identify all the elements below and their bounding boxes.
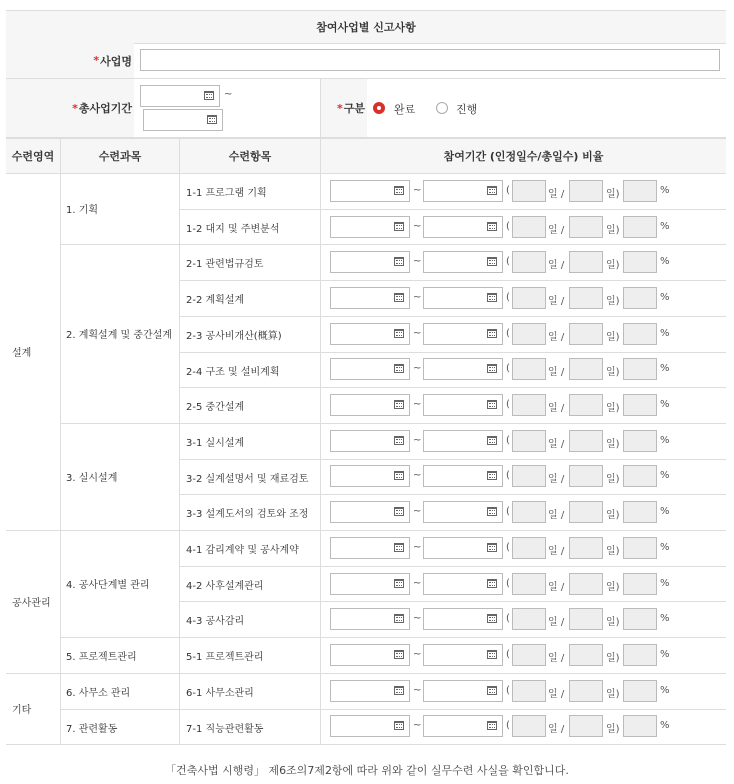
ratio-input[interactable] [623, 680, 657, 702]
period-end-input[interactable] [423, 180, 503, 202]
open-paren: ( [506, 720, 510, 731]
area-label: 설계 [12, 348, 32, 359]
row-divider [179, 280, 726, 281]
calendar-icon[interactable] [394, 579, 404, 588]
total-days-input[interactable] [569, 537, 603, 559]
ratio-input[interactable] [623, 251, 657, 273]
calendar-icon[interactable] [204, 91, 214, 100]
item-label: 2-4 구조 및 설비계획 [186, 366, 280, 378]
period-start-input[interactable] [330, 680, 410, 702]
open-paren: ( [506, 363, 510, 374]
calendar-icon[interactable] [487, 222, 497, 231]
percent-sign: % [660, 506, 670, 517]
ratio-input[interactable] [623, 180, 657, 202]
total-period-tilde: ~ [224, 89, 233, 100]
calendar-icon[interactable] [394, 186, 404, 195]
item-label: 1-1 프로그램 기획 [186, 187, 267, 199]
tilde: ~ [413, 542, 422, 553]
item-label: 3-3 설계도서의 검토와 조정 [186, 508, 309, 520]
recognized-days-input[interactable] [512, 465, 546, 487]
period-start-input[interactable] [330, 644, 410, 666]
calendar-icon[interactable] [207, 115, 217, 124]
calendar-icon[interactable] [394, 614, 404, 623]
total-days-input[interactable] [569, 644, 603, 666]
recognized-days-input[interactable] [512, 323, 546, 345]
recognized-days-input[interactable] [512, 430, 546, 452]
subject-label: 4. 공사단계별 관리 [66, 580, 150, 591]
percent-sign: % [660, 221, 670, 232]
day-close: 일) [606, 582, 620, 593]
period-end-input[interactable] [423, 573, 503, 595]
day-close: 일) [606, 296, 620, 307]
day-close: 일) [606, 260, 620, 271]
day-slash: 일 / [548, 225, 565, 236]
day-close: 일) [606, 510, 620, 521]
recognized-days-input[interactable] [512, 287, 546, 309]
row-divider [179, 673, 726, 674]
open-paren: ( [506, 578, 510, 589]
total-period-start-input[interactable] [140, 85, 220, 107]
calendar-icon[interactable] [394, 507, 404, 516]
period-start-input[interactable] [330, 608, 410, 630]
item-label: 2-3 공사비개산(概算) [186, 330, 282, 342]
ratio-input[interactable] [623, 715, 657, 737]
recognized-days-input[interactable] [512, 216, 546, 238]
ratio-input[interactable] [623, 216, 657, 238]
percent-sign: % [660, 435, 670, 446]
day-slash: 일 / [548, 689, 565, 700]
open-paren: ( [506, 542, 510, 553]
item-label: 4-3 공사감리 [186, 615, 245, 627]
header-period: 참여기간 (인정일수/총일수) 비율 [443, 150, 604, 163]
open-paren: ( [506, 613, 510, 624]
calendar-icon[interactable] [487, 579, 497, 588]
calendar-icon[interactable] [394, 436, 404, 445]
period-start-input[interactable] [330, 465, 410, 487]
calendar-icon[interactable] [394, 257, 404, 266]
ratio-input[interactable] [623, 287, 657, 309]
day-slash: 일 / [548, 617, 565, 628]
ratio-input[interactable] [623, 537, 657, 559]
calendar-icon[interactable] [394, 721, 404, 730]
divider [320, 139, 321, 173]
percent-sign: % [660, 185, 670, 196]
period-end-input[interactable] [423, 501, 503, 523]
day-close: 일) [606, 689, 620, 700]
total-days-input[interactable] [569, 216, 603, 238]
day-slash: 일 / [548, 367, 565, 378]
total-period-row [6, 79, 726, 138]
recognized-days-input[interactable] [512, 501, 546, 523]
item-label: 2-1 관련법규검토 [186, 258, 264, 270]
tilde: ~ [413, 720, 422, 731]
row-divider [179, 423, 726, 424]
recognized-days-input[interactable] [512, 180, 546, 202]
recognized-days-input[interactable] [512, 537, 546, 559]
total-days-input[interactable] [569, 287, 603, 309]
period-end-input[interactable] [423, 287, 503, 309]
period-end-input[interactable] [423, 680, 503, 702]
day-slash: 일 / [548, 724, 565, 735]
day-close: 일) [606, 474, 620, 485]
business-name-row [6, 43, 726, 79]
area-label: 공사관리 [12, 598, 51, 609]
period-start-input[interactable] [330, 323, 410, 345]
day-close: 일) [606, 653, 620, 664]
recognized-days-input[interactable] [512, 608, 546, 630]
recognized-days-input[interactable] [512, 394, 546, 416]
period-end-input[interactable] [423, 537, 503, 559]
day-slash: 일 / [548, 474, 565, 485]
item-label: 4-2 사후설계관리 [186, 580, 264, 592]
total-days-input[interactable] [569, 608, 603, 630]
column-divider [60, 173, 61, 744]
period-end-input[interactable] [423, 430, 503, 452]
tilde: ~ [413, 399, 422, 410]
total-days-input[interactable] [569, 323, 603, 345]
day-close: 일) [606, 225, 620, 236]
recognized-days-input[interactable] [512, 251, 546, 273]
category-label: * 구분 [321, 79, 367, 137]
radio-complete[interactable] [373, 102, 385, 114]
ratio-input[interactable] [623, 573, 657, 595]
total-days-input[interactable] [569, 180, 603, 202]
period-end-input[interactable] [423, 323, 503, 345]
period-start-input[interactable] [330, 501, 410, 523]
day-close: 일) [606, 546, 620, 557]
calendar-icon[interactable] [487, 257, 497, 266]
item-label: 4-1 감리계약 및 공사계약 [186, 544, 299, 556]
total-days-input[interactable] [569, 358, 603, 380]
total-days-input[interactable] [569, 501, 603, 523]
calendar-icon[interactable] [394, 543, 404, 552]
percent-sign: % [660, 363, 670, 374]
day-close: 일) [606, 332, 620, 343]
calendar-icon[interactable] [487, 471, 497, 480]
period-end-input[interactable] [423, 644, 503, 666]
day-slash: 일 / [548, 403, 565, 414]
header-subject: 수련과목 [98, 150, 142, 163]
tilde: ~ [413, 470, 422, 481]
percent-sign: % [660, 613, 670, 624]
day-slash: 일 / [548, 296, 565, 307]
calendar-icon[interactable] [487, 186, 497, 195]
day-close: 일) [606, 439, 620, 450]
open-paren: ( [506, 328, 510, 339]
period-start-input[interactable] [330, 537, 410, 559]
item-label: 5-1 프로젝트관리 [186, 651, 264, 663]
calendar-icon[interactable] [487, 650, 497, 659]
open-paren: ( [506, 435, 510, 446]
calendar-icon[interactable] [487, 543, 497, 552]
period-end-input[interactable] [423, 358, 503, 380]
day-close: 일) [606, 189, 620, 200]
day-slash: 일 / [548, 332, 565, 343]
calendar-icon[interactable] [487, 400, 497, 409]
ratio-input[interactable] [623, 644, 657, 666]
total-period-label: * 총사업기간 [6, 79, 134, 137]
tilde: ~ [413, 328, 422, 339]
item-label: 2-2 계획설계 [186, 294, 245, 306]
subject-label: 3. 실시설계 [66, 473, 118, 484]
percent-sign: % [660, 292, 670, 303]
calendar-icon[interactable] [487, 686, 497, 695]
subject-label: 2. 계획설계 및 중간설계 [66, 330, 173, 341]
item-label: 2-5 중간설계 [186, 401, 245, 413]
column-divider [179, 173, 180, 744]
calendar-icon[interactable] [487, 721, 497, 730]
percent-sign: % [660, 578, 670, 589]
day-close: 일) [606, 403, 620, 414]
ratio-input[interactable] [623, 430, 657, 452]
period-start-input[interactable] [330, 287, 410, 309]
calendar-icon[interactable] [487, 507, 497, 516]
period-start-input[interactable] [330, 180, 410, 202]
radio-progress-label[interactable]: 진행 [456, 103, 478, 116]
open-paren: ( [506, 399, 510, 410]
calendar-icon[interactable] [394, 293, 404, 302]
item-label: 7-1 직능관련활동 [186, 723, 264, 735]
subject-label: 5. 프로젝트관리 [66, 651, 137, 663]
day-slash: 일 / [548, 546, 565, 557]
percent-sign: % [660, 542, 670, 553]
ratio-input[interactable] [623, 358, 657, 380]
period-start-input[interactable] [330, 573, 410, 595]
percent-sign: % [660, 328, 670, 339]
calendar-icon[interactable] [394, 686, 404, 695]
tilde: ~ [413, 292, 422, 303]
business-name-input[interactable] [140, 49, 720, 71]
day-slash: 일 / [548, 582, 565, 593]
tilde: ~ [413, 685, 422, 696]
area-label: 기타 [12, 705, 32, 716]
calendar-icon[interactable] [487, 293, 497, 302]
tilde: ~ [413, 613, 422, 624]
recognized-days-input[interactable] [512, 573, 546, 595]
period-end-input[interactable] [423, 465, 503, 487]
subject-label: 6. 사무소 관리 [66, 687, 131, 699]
day-close: 일) [606, 724, 620, 735]
tilde: ~ [413, 256, 422, 267]
calendar-icon[interactable] [487, 364, 497, 373]
header-item: 수련항목 [228, 150, 272, 163]
calendar-icon[interactable] [394, 471, 404, 480]
period-end-input[interactable] [423, 251, 503, 273]
item-label: 3-2 실계설명서 및 재료검토 [186, 473, 309, 485]
total-days-input[interactable] [569, 251, 603, 273]
tilde: ~ [413, 435, 422, 446]
radio-progress[interactable] [436, 102, 448, 114]
calendar-icon[interactable] [394, 222, 404, 231]
day-slash: 일 / [548, 260, 565, 271]
divider [60, 139, 61, 173]
recognized-days-input[interactable] [512, 358, 546, 380]
subject-label: 1. 기획 [66, 205, 99, 216]
open-paren: ( [506, 506, 510, 517]
recognized-days-input[interactable] [512, 680, 546, 702]
open-paren: ( [506, 292, 510, 303]
total-period-end-input[interactable] [143, 109, 223, 131]
percent-sign: % [660, 256, 670, 267]
period-end-input[interactable] [423, 394, 503, 416]
ratio-input[interactable] [623, 501, 657, 523]
open-paren: ( [506, 470, 510, 481]
open-paren: ( [506, 185, 510, 196]
percent-sign: % [660, 685, 670, 696]
period-start-input[interactable] [330, 715, 410, 737]
day-slash: 일 / [548, 189, 565, 200]
period-start-input[interactable] [330, 216, 410, 238]
period-start-input[interactable] [330, 358, 410, 380]
day-slash: 일 / [548, 510, 565, 521]
form-title: 참여사업별 신고사항 [6, 10, 726, 44]
ratio-input[interactable] [623, 465, 657, 487]
tilde: ~ [413, 221, 422, 232]
calendar-icon[interactable] [394, 364, 404, 373]
open-paren: ( [506, 221, 510, 232]
percent-sign: % [660, 649, 670, 660]
calendar-icon[interactable] [394, 650, 404, 659]
percent-sign: % [660, 720, 670, 731]
recognized-days-input[interactable] [512, 715, 546, 737]
period-end-input[interactable] [423, 216, 503, 238]
item-label: 6-1 사무소관리 [186, 687, 254, 699]
tilde: ~ [413, 363, 422, 374]
calendar-icon[interactable] [394, 329, 404, 338]
period-start-input[interactable] [330, 430, 410, 452]
grid-header [6, 138, 726, 174]
ratio-input[interactable] [623, 608, 657, 630]
period-start-input[interactable] [330, 251, 410, 273]
period-end-input[interactable] [423, 715, 503, 737]
period-end-input[interactable] [423, 608, 503, 630]
radio-complete-label[interactable]: 완료 [394, 103, 416, 116]
total-days-input[interactable] [569, 573, 603, 595]
calendar-icon[interactable] [487, 329, 497, 338]
total-days-input[interactable] [569, 680, 603, 702]
item-label: 1-2 대지 및 주변분석 [186, 223, 280, 235]
header-area: 수련영역 [11, 150, 55, 163]
day-close: 일) [606, 367, 620, 378]
subject-label: 7. 관련활동 [66, 723, 118, 735]
divider [179, 139, 180, 173]
ratio-input[interactable] [623, 394, 657, 416]
total-days-input[interactable] [569, 430, 603, 452]
grid-bottom-border [6, 744, 726, 745]
calendar-icon[interactable] [487, 614, 497, 623]
day-slash: 일 / [548, 653, 565, 664]
recognized-days-input[interactable] [512, 644, 546, 666]
percent-sign: % [660, 399, 670, 410]
open-paren: ( [506, 685, 510, 696]
period-start-input[interactable] [330, 394, 410, 416]
calendar-icon[interactable] [394, 400, 404, 409]
footer-text: 「건축사법 시행령」 제6조의7제2항에 따라 위와 같이 실무수련 사실을 확인합니다. [165, 764, 569, 777]
total-days-input[interactable] [569, 715, 603, 737]
ratio-input[interactable] [623, 323, 657, 345]
open-paren: ( [506, 649, 510, 660]
item-label: 3-1 실시설계 [186, 437, 245, 449]
open-paren: ( [506, 256, 510, 267]
total-days-input[interactable] [569, 394, 603, 416]
total-days-input[interactable] [569, 465, 603, 487]
tilde: ~ [413, 185, 422, 196]
calendar-icon[interactable] [487, 436, 497, 445]
column-divider [320, 173, 321, 744]
day-slash: 일 / [548, 439, 565, 450]
tilde: ~ [413, 578, 422, 589]
tilde: ~ [413, 506, 422, 517]
percent-sign: % [660, 470, 670, 481]
tilde: ~ [413, 649, 422, 660]
day-close: 일) [606, 617, 620, 628]
business-name-label: * 사업명 [6, 43, 134, 78]
